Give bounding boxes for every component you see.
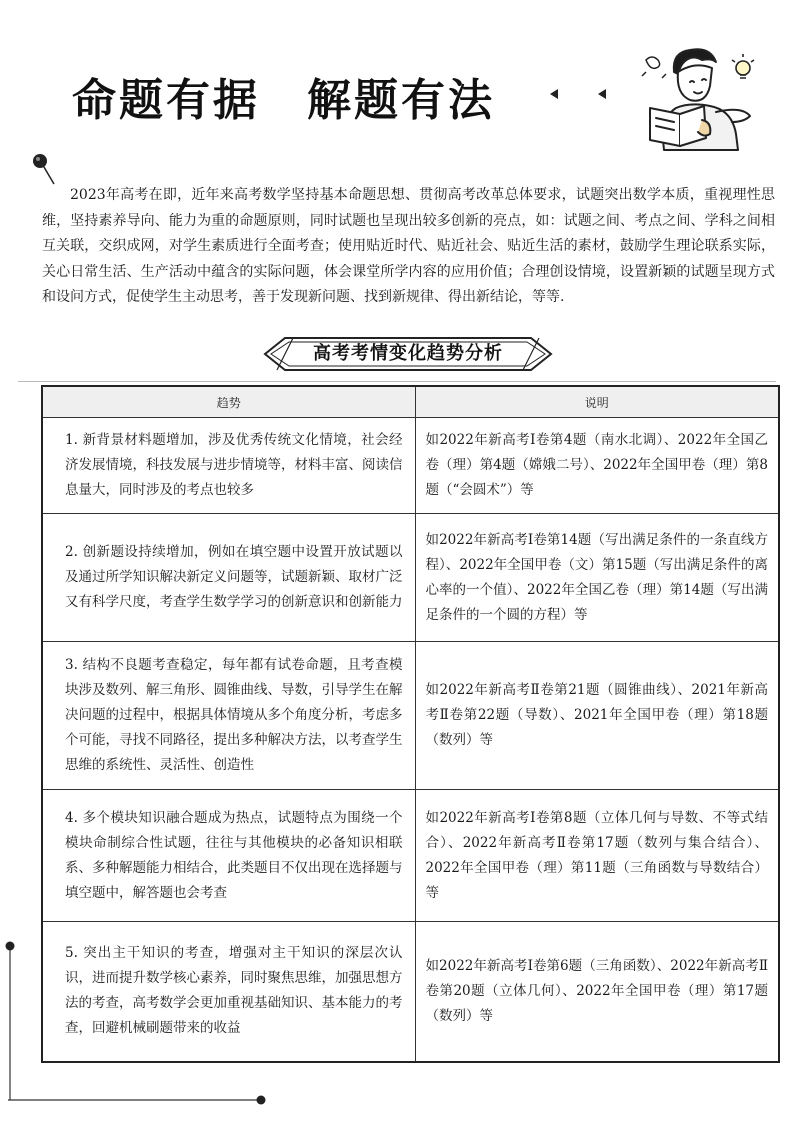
- note-cell: 如2022年新高考Ⅱ卷第21题（圆锥曲线）、2021年新高考Ⅱ卷第22题（导数）、2021年全国甲卷（理）第18题（数列）等: [415, 642, 779, 790]
- header-note: 说明: [415, 386, 779, 418]
- table-row: [42, 514, 779, 642]
- lightbulb-icon: [732, 54, 754, 78]
- section-banner: [263, 336, 553, 372]
- trend-cell: 2. 创新题设持续增加，例如在填空题中设置开放试题以及通过所学知识解决新定义问题等，试题新颖、取材广泛又有科学尺度，考查学生数学学习的创新意识和创新能力: [42, 514, 415, 642]
- header-trend: 趋势: [42, 386, 415, 418]
- arrow-left-icon: [548, 85, 612, 103]
- trend-cell: 3. 结构不良题考查稳定，每年都有试卷命题，且考查模块涉及数列、解三角形、圆锥曲线、导数，引导学生在解决问题的过程中，根据具体情境从多个角度分析，考虑多个可能，寻找不同路径，提出多种解决方法，以考查学生思维的系统性、灵活性、创造性: [42, 642, 415, 790]
- table-header-row: [42, 386, 779, 418]
- left-rail-decoration: [0, 940, 20, 1100]
- table-row: [42, 922, 779, 1062]
- pushpin-icon: [30, 152, 56, 186]
- trend-cell: 4. 多个模块知识融合题成为热点，试题特点为围绕一个模块命制综合性试题，往往与其他模块的必备知识相联系、多种解题能力相结合，此类题目不仅出现在选择题与填空题中，解答题也会考查: [42, 790, 415, 922]
- student-reading-illustration: [632, 42, 762, 152]
- intro-paragraph: 2023年高考在即，近年来高考数学坚持基本命题思想、贯彻高考改革总体要求，试题突出数学本质，重视理性思维，坚持素养导向、能力为重的命题原则，同时试题也呈现出较多创新的亮点，如：试题之间、考点之间、学科之间相互关联，交织成网，对学生素质进行全面考查；使用贴近时代、贴近社会、贴近生活的素材，鼓励学生理论联系实际，关心日常生活、生产活动中蕴含的实际问题，体会课堂所学内容的应用价值；合理创设情境，设置新颖的试题呈现方式和设问方式，促使学生主动思考，善于发现新问题、找到新规律、得出新结论，等等.: [42, 187, 775, 306]
- page-title: 命题有据 解题有法: [72, 75, 495, 126]
- divider: [18, 381, 776, 382]
- table-row: [42, 790, 779, 922]
- trend-cell: 5. 突出主干知识的考查，增强对主干知识的深层次认识，进而提升数学核心素养，同时聚焦思维，加强思想方法的考查，高考数学会更加重视基础知识、基本能力的考查，回避机械刷题带来的收益: [42, 922, 415, 1062]
- trend-cell: 1. 新背景材料题增加，涉及优秀传统文化情境，社会经济发展情境，科技发展与进步情境等，材料丰富、阅读信息量大，同时涉及的考点也较多: [42, 418, 415, 514]
- note-cell: 如2022年新高考Ⅰ卷第8题（立体几何与导数、不等式结合）、2022年新高考Ⅱ卷第17题（数列与集合结合）、2022年全国甲卷（理）第11题（三角函数与导数结合）等: [415, 790, 779, 922]
- table-row: [42, 418, 779, 514]
- note-cell: 如2022年新高考Ⅰ卷第6题（三角函数）、2022年新高考Ⅱ卷第20题（立体几何）、2022年全国甲卷（理）第17题（数列）等: [415, 922, 779, 1062]
- trend-table: [41, 385, 780, 1063]
- section-title: 高考考情变化趋势分析: [313, 343, 503, 364]
- note-cell: 如2022年新高考Ⅰ卷第14题（写出满足条件的一条直线方程）、2022年全国甲卷（文）第15题（写出满足条件的离心率的一个值）、2022年全国乙卷（理）第14题（写出满足条件的一个圆的方程）等: [415, 514, 779, 642]
- note-cell: 如2022年新高考Ⅰ卷第4题（南水北调）、2022年全国乙卷（理）第4题（嫦娥二号）、2022年全国甲卷（理）第8题（“会圆术”）等: [415, 418, 779, 514]
- bottom-rail-decoration: [8, 1092, 270, 1108]
- table-row: [42, 642, 779, 790]
